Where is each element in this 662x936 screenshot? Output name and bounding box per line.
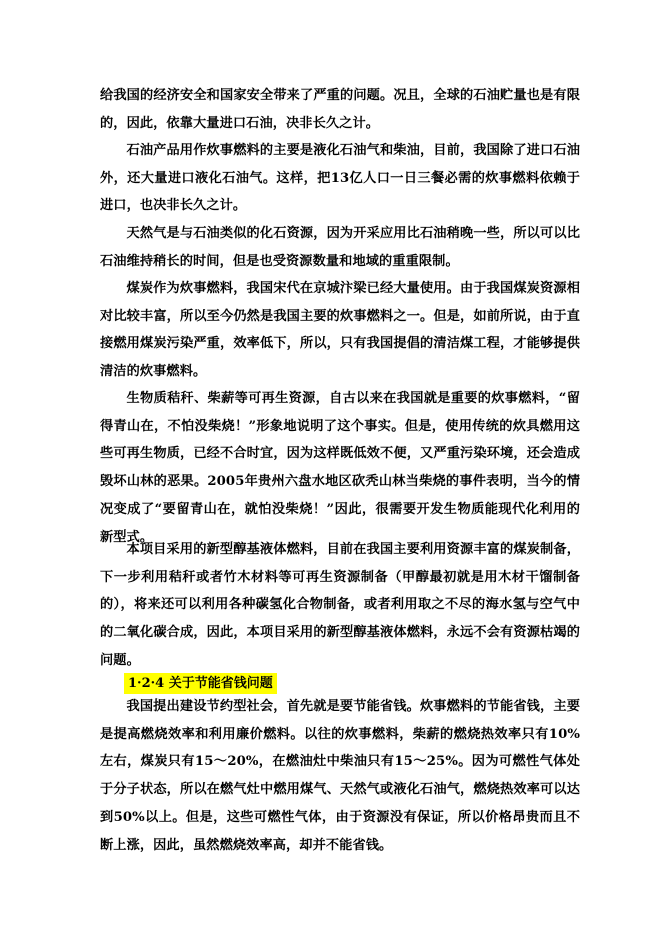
paragraph-biomass: 生物质秸秆、柴薪等可再生资源，自古以来在我国就是重要的炊事燃料，“留得青山在，不怕没柴烧！”形象地说明了这个事实。但是，使用传统的炊具燃用这些可再生物质，已经不合时宜，因为这样既低效不便，又严重污染环境，还会造成毁坏山林的恶果。2005年贵州六盘水地区砍秃山林当柴烧的事件表明，当今的情况变成了“要留青山在，就怕没柴烧！”因此，很需要开发生物质能现代化利用的新型式。	[100, 391, 580, 545]
paragraph-lpg-diesel: 石油产品用作炊事燃料的主要是液化石油气和柴油，目前，我国除了进口石油外，还大量进口液化石油气。这样，把13亿人口一日三餐必需的炊事燃料依赖于进口，也决非长久之计。	[100, 143, 580, 214]
paragraph-oil-security-continued: 给我国的经济安全和国家安全带来了严重的问题。况且，全球的石油贮量也是有限的，因此，依靠大量进口石油，决非长久之计。	[100, 88, 580, 131]
paragraph-alcohol-fuel: 本项目采用的新型醇基液体燃料，目前在我国主要利用资源丰富的煤炭制备，下一步利用秸秆或者竹木材料等可再生资源制备（甲醇最初就是用木材干馏制备的），将来还可以利用各种碳氢化合物制备，或者利用取之不尽的海水氢与空气中的二氧化碳合成，因此，本项目采用的新型醇基液体燃料，永远不会有资源枯竭的问题。	[100, 542, 580, 668]
paragraph-natural-gas: 天然气是与石油类似的化石资源，因为开采应用比石油稍晚一些，所以可以比石油维持稍长的时间，但是也受资源数量和地域的重重限制。	[100, 226, 580, 269]
paragraph-energy-saving: 我国提出建设节约型社会，首先就是要节能省钱。炊事燃料的节能省钱，主要是提高燃烧效率和利用廉价燃料。以往的炊事燃料，柴薪的燃烧热效率只有10%左右，煤炭只有15～20%，在燃油灶中柴油只有15～25%。因为可燃性气体处于分子状态，所以在燃气灶中燃用煤气、天然气或液化石油气，燃烧热效率可以达到50%以上。但是，这些可燃性气体，由于资源没有保证，所以价格昂贵而且不断上涨，因此，虽然燃烧效率高，却并不能省钱。	[100, 699, 580, 853]
section-heading: 1·2·4 关于节能省钱问题	[124, 673, 277, 694]
paragraph-coal: 煤炭作为炊事燃料，我国宋代在京城汴梁已经大量使用。由于我国煤炭资源相对比较丰富，所以至今仍然是我国主要的炊事燃料之一。但是，如前所说，由于直接燃用煤炭污染严重，效率低下，所以，只有我国提倡的清洁煤工程，才能够提供清洁的炊事燃料。	[100, 281, 580, 380]
